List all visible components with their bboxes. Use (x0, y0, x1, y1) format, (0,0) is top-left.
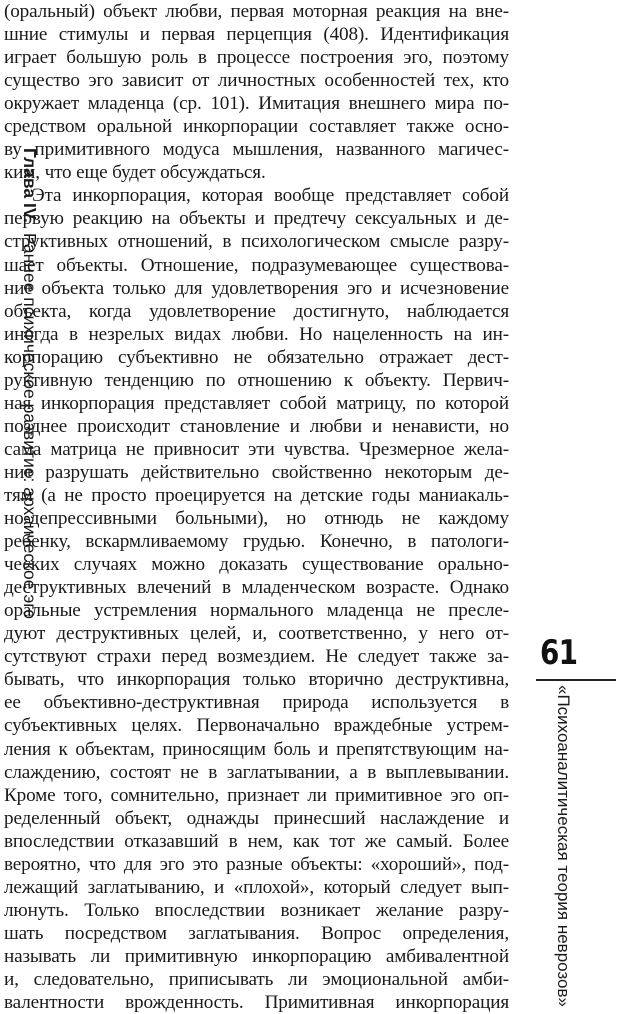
book-title-running-head: «Психоаналитическая теория неврозов» (554, 685, 573, 1007)
text-line: ние объекта только для удовлетворения эго и исчезновение (4, 277, 509, 299)
page-number: 61 (540, 633, 578, 673)
text-line: ческих случаях можно доказать существование орально- (4, 554, 509, 576)
text-line: шает объекты. Отношение, подразумевающее существова- (4, 254, 509, 276)
text-line: корпорацию субъективно не обязательно отражает дест- (4, 346, 509, 368)
text-line: ву примитивного модуса мышления, названного магичес- (4, 139, 509, 161)
chapter-title: Раннее психическое развитие: архаическое эго (20, 232, 40, 619)
text-line: деструктивных влечений в младенческом возрасте. Однако (4, 577, 509, 599)
text-line: тям (а не просто проецируется на детские годы маниакаль- (4, 484, 509, 506)
text-line: объекта, когда удовлетворение достигнуто, наблюдается (4, 300, 509, 322)
text-line: первую реакцию на объекты и предтечу сексуальных и де- (4, 208, 509, 230)
text-line: ее объективно-деструктивная природа используется в (4, 692, 509, 714)
text-line: люнуть. Только впоследствии возникает желание разру- (4, 899, 509, 921)
text-line: (оральный) объект любви, первая моторная реакция на вне- (4, 1, 509, 22)
text-line: лежащий заглатыванию, и «плохой», который следует вып- (4, 876, 509, 898)
text-line: ределенный объект, однажды принесший наслаждение и (4, 807, 509, 829)
paragraph-first-line: Эта инкорпорация, которая вообще представляет собой (32, 185, 509, 207)
text-line: называть ли примитивную инкорпорацию амбивалентной (4, 945, 509, 967)
text-line: но-депрессивными больными), но отнюдь не каждому (4, 508, 509, 530)
text-line: субъективных целях. Первоначально враждебные устрем- (4, 715, 509, 737)
text-line: сама матрица не привносит эти чувства. Чрезмерное жела- (4, 438, 509, 460)
text-line: бывать, что инкорпорация только вторично деструктивна, (4, 669, 509, 691)
chapter-running-head (19, 148, 40, 619)
text-line: Кроме того, сомнительно, признает ли примитивное эго оп- (4, 784, 509, 806)
text-line: впоследствии отказавший в нем, как тот же самый. Более (4, 830, 509, 852)
text-line: слаждению, состоят не в заглатывании, а в выплевывании. (4, 761, 509, 783)
text-line: и, следовательно, приписывать ли эмоциональной амби- (4, 968, 509, 990)
page-number-rule (536, 679, 616, 681)
text-line: дуют деструктивных целей, и, соответственно, у него от- (4, 623, 509, 645)
text-line: окружает младенца (ср. 101). Имитация внешнего мира по- (4, 93, 509, 115)
text-line: шние стимулы и первая перцепция (408). Идентификация (4, 24, 509, 46)
text-line: существо эго зависит от личностных особенностей тех, кто (4, 70, 509, 92)
text-line: ная инкорпорация представляет собой матрицу, по которой (4, 392, 509, 414)
text-line: средством оральной инкорпорации составляет также осно- (4, 116, 509, 138)
text-line: сутствуют страхи перед возмездием. Не следует также за- (4, 646, 509, 668)
text-line: ким, что еще будет обсуждаться. (4, 162, 266, 184)
text-line: играет большую роль в процессе построения эго, поэтому (4, 47, 509, 69)
text-line: валентности врожденность. Примитивная инкорпорация (4, 992, 509, 1014)
body-text (4, 0, 509, 1014)
text-line: ления к объектам, приносящим боль и препятствующим на- (4, 738, 509, 760)
text-line: ние разрушать действительно свойственно некоторым де- (4, 461, 509, 483)
text-line: ребенку, вскармливаемому грудью. Конечно, в патологи- (4, 531, 509, 553)
chapter-label: Глава IV. (20, 148, 40, 223)
text-line: вероятно, что для эго это разные объекты: «хороший», под- (4, 853, 509, 875)
text-line: позднее происходит становление и любви и ненависти, но (4, 415, 509, 437)
text-line: иногда в незрелых видах любви. Но нацеленность на ин- (4, 323, 509, 345)
text-line: структивных отношений, в психологическом смысле разру- (4, 231, 509, 253)
text-line: оральные устремления нормального младенца не пресле- (4, 600, 509, 622)
text-line: руктивную тенденцию по отношению к объекту. Первич- (4, 369, 509, 391)
text-line: шать посредством заглатывания. Вопрос определения, (4, 922, 509, 944)
